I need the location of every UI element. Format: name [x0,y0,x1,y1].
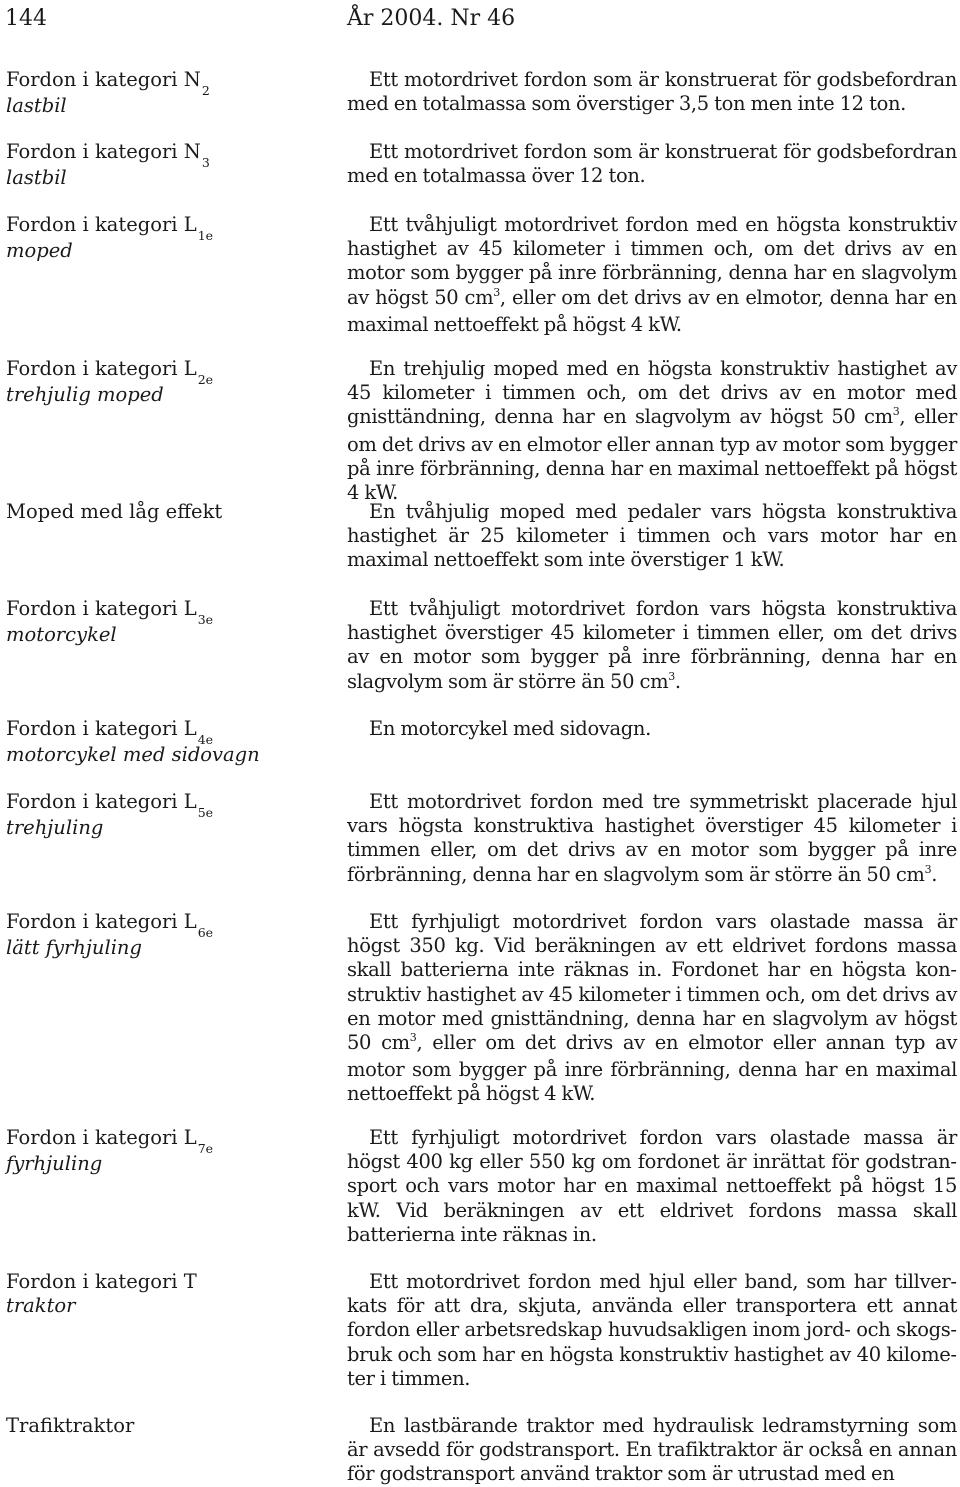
term-name [6,1414,326,1438]
definition-segment: Ett tvåhjuligt motordrivet fordon med en högsta konstruktiv hastighet av 45 kilometer i timmen och, om det drivs av en motor som bygger på inre förbränning, denna har en slagvolym av högst 50 cm [347,213,957,309]
superscript: 3 [924,862,932,876]
definition-text: Ett fyrhjuligt motordrivet fordon vars olastade massa är högst 400 kg eller 550 kg om fordonet är inrättat för godstransport och vars motor har en maximal nettoeffekt på högst 15 kW. Vid beräkningen av ett eldrivet fordons massa skall batterierna inte räknas in. [347,1126,957,1246]
term-name [6,357,326,387]
term-name [6,213,326,243]
category-subscript: 7e [197,1141,214,1156]
term-name-text: Fordon i kategori L [6,717,197,740]
definition-segment: , eller om det drivs av en elmotor eller annan typ av motor som bygger på inre förbränning, denna har en maximal nettoeffekt på högst 4 kW. [347,1031,957,1106]
category-subscript: 6e [197,925,214,940]
term [6,717,326,767]
category-subscript: 3 [201,155,210,170]
term [6,140,326,190]
vehicle-type: lätt fyrhjuling [6,936,142,960]
term [6,1270,326,1318]
vehicle-type: lastbil [6,94,67,118]
term-name-text: Fordon i kategori N [6,140,201,163]
term-name [6,790,326,820]
vehicle-type: motorcykel [6,623,117,647]
vehicle-type: lastbil [6,166,67,190]
term-name [6,717,326,747]
term-name-text: Trafiktraktor [6,1414,135,1437]
term-name [6,1270,326,1294]
vehicle-type: fyrhjuling [6,1152,103,1176]
term [6,68,326,118]
definition-text [347,597,957,697]
term [6,357,326,407]
running-head: År 2004. Nr 46 [347,6,516,31]
term-name-text: Fordon i kategori L [6,357,197,380]
term [6,1414,326,1438]
term [6,790,326,840]
term [6,213,326,263]
term-name-text: Fordon i kategori L [6,790,197,813]
term-name-text: Fordon i kategori L [6,213,197,236]
definition-text: Ett motordrivet fordon med hjul eller band, som har tillverkats för att dra, skjuta, använda eller transportera ett annat fordon eller arbetsredskap huvudsakligen inom jord- och skogsbruk och som har en högsta konstruktiv hastighet av 40 kilometer i timmen. [347,1270,957,1390]
category-subscript: 4e [197,732,214,747]
superscript: 3 [668,669,675,683]
vehicle-type: trehjulig moped [6,383,164,407]
term-name-text: Fordon i kategori L [6,1126,197,1149]
page-number: 144 [5,6,47,31]
term-name [6,500,326,524]
term-name-text: Fordon i kategori L [6,910,197,933]
vehicle-type: moped [6,239,73,263]
definition-segment: , eller om det drivs av en elmotor eller annan typ av motor som bygger på inre förbränning, denna har en maximal nettoeffekt på högst 4 kW. [347,405,957,505]
definition-segment: Ett tvåhjuligt motordrivet fordon vars högsta konstruktiva hastighet överstiger 45 kilometer i timmen eller, om det drivs av en motor som bygger på inre förbränning, denna har en slagvolym som är större än 50 cm [347,597,957,693]
superscript: 3 [892,405,900,419]
vehicle-type: traktor [6,1294,76,1318]
term-name [6,68,326,98]
definition-segment: , eller om det drivs av en elmotor, denna har en maximal nettoeffekt på högst 4 kW. [347,285,957,336]
category-subscript: 5e [197,805,214,820]
vehicle-type: motorcykel med sidovagn [6,743,260,767]
superscript: 3 [409,1031,417,1045]
term-name [6,910,326,940]
term-name [6,140,326,170]
definition-segment: Ett fyrhjuligt motordrivet fordon vars olastade massa är högst 350 kg. Vid beräkningen av ett eldrivet fordons massa skall batterierna inte räknas in. Fordonet har en högsta konstruktiv hastighet av 45 kilometer i timmen och, om det drivs av en motor med gnisttändning, denna har en slagvolym av högst 50 cm [347,910,957,1055]
term [6,910,326,960]
definition-segment: Ett motordrivet fordon med tre symmetriskt placerade hjul vars högsta konstruktiva hastighet överstiger 45 kilometer i timmen eller, om det drivs av en motor som bygger på inre förbränning, denna har en slagvolym som är större än 50 cm [347,790,957,886]
term-name-text: Fordon i kategori N [6,68,201,91]
definition-text: En motorcykel med sidovagn. [369,717,651,740]
term-name [6,597,326,627]
definition-text: Ett motordrivet fordon som är konstruerat för godsbefordran med en totalmassa över 12 ton. [347,140,957,188]
term [6,500,326,524]
term-name-text: Fordon i kategori L [6,597,197,620]
definition-text [347,910,957,1107]
term-name [6,1126,326,1156]
category-subscript: 2e [197,372,214,387]
term [6,597,326,647]
category-subscript: 2 [201,83,210,98]
category-subscript: 1e [197,228,214,243]
term-name-text: Moped med låg effekt [6,500,223,523]
category-subscript: 3e [197,612,214,627]
definition-text [347,790,957,890]
definition-segment: . [674,669,681,693]
definition-text: Ett motordrivet fordon som är konstruerat för godsbefordran med en totalmassa som överstiger 3,5 ton men inte 12 ton. [347,68,957,116]
definition-text [347,213,957,337]
definition-text [347,357,957,505]
definition-segment: En trehjulig moped med en högsta konstruktiv hastighet av 45 kilometer i timmen och, om det drivs av en motor med gnisttändning, denna har en slagvolym av högst 50 cm [347,357,957,429]
superscript: 3 [493,285,500,299]
definition-text: En tvåhjulig moped med pedaler vars högsta konstruktiva hastighet är 25 kilometer i timmen och vars motor har en maximal nettoeffekt som inte överstiger 1 kW. [347,500,957,572]
vehicle-type: trehjuling [6,816,104,840]
definition-segment: . [931,862,938,886]
term [6,1126,326,1176]
definition-text: En lastbärande traktor med hydraulisk ledramstyrning som är avsedd för godstransport. En trafiktraktor är också en annan för godstransport använd traktor som är utrustad med en [347,1414,957,1486]
term-name-text: Fordon i kategori T [6,1270,197,1293]
